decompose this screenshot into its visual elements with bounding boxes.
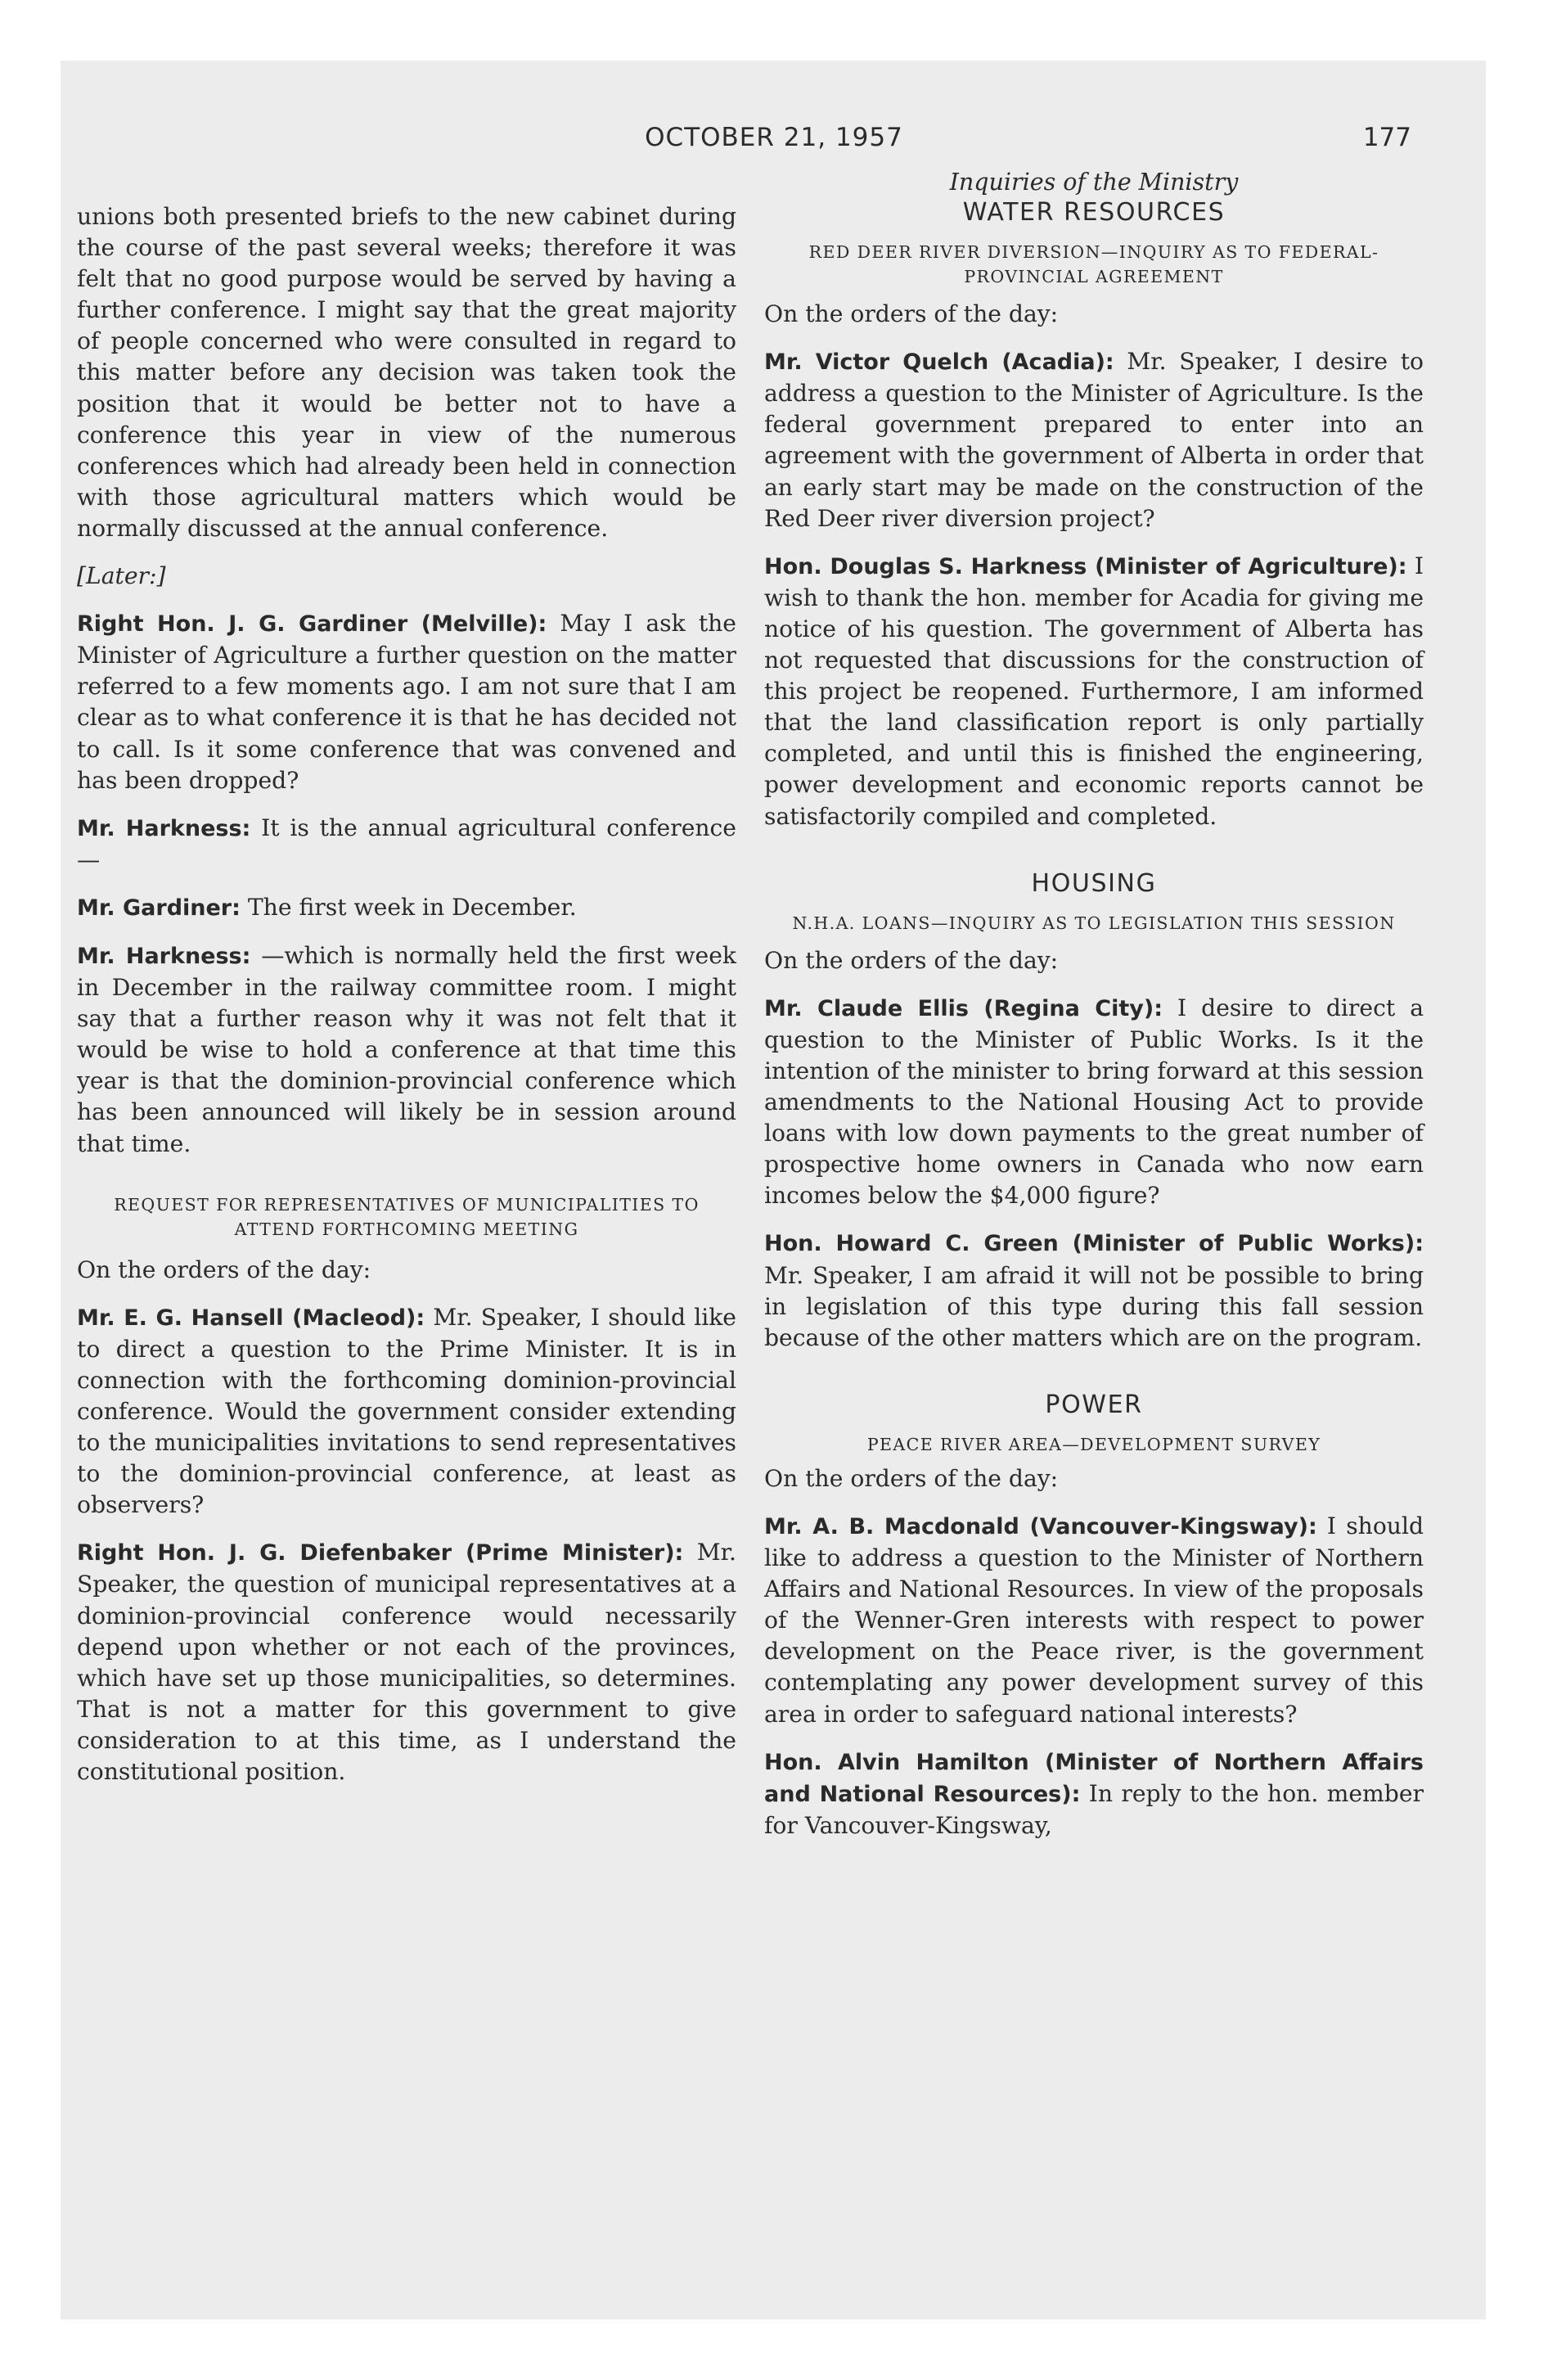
left-column <box>77 201 736 1787</box>
speech-text: The first week in December. <box>240 893 577 921</box>
paragraph <box>764 1228 1424 1353</box>
speaker-name: Hon. Howard C. Green (Minister of Public Works): <box>764 1231 1424 1257</box>
orders-of-the-day: On the orders of the day: <box>764 946 1059 974</box>
right-column <box>764 168 1424 1841</box>
speaker-name: Mr. Harkness: <box>77 943 251 969</box>
page-number: 177 <box>1362 123 1411 152</box>
speech-text: —which is normally held the first week in December in the railway committee room. I might say that a further reason why it was not felt that it would be wise to hold a conference at that time this year is that the dominion-provincial conference which has been announced will likely be in session around that time. <box>77 941 736 1157</box>
speaker-name: Mr. Victor Quelch (Acadia): <box>764 349 1114 376</box>
inquiries-heading: Inquiries of the Ministry <box>949 169 1239 196</box>
speaker-name: Mr. Harkness: <box>77 815 251 841</box>
speaker-name: Hon. Alvin Hamilton (Minister of Northern Affairs and National Resources): <box>764 1749 1424 1807</box>
speech-text: Mr. Speaker, I am afraid it will not be possible to bring in legislation of this type during this fall session because of the other matters which are on the program. <box>764 1261 1424 1351</box>
orders-of-the-day: On the orders of the day: <box>77 1255 371 1283</box>
later-note: [Later:] <box>77 562 166 590</box>
paragraph <box>764 1747 1424 1841</box>
paragraph <box>77 892 736 924</box>
orders-of-the-day: On the orders of the day: <box>764 1464 1059 1492</box>
speech-text: It is the annual agricultural conference— <box>77 814 736 873</box>
paragraph <box>77 940 736 1160</box>
paragraph <box>77 813 736 876</box>
section-subheading: N.H.A. LOANS—INQUIRY AS TO LEGISLATION THIS SESSION <box>792 913 1396 933</box>
speech-text: I wish to thank the hon. member for Acadia for giving me notice of his question. The government of Alberta has not requested that discussions for the construction of this project be reopened. Furthermore, I am informed that the land classification report is only partially completed, and until this is finished the engineering, power development and economic reports cannot be satisfactorily compiled and completed. <box>764 552 1424 830</box>
speech-text: Mr. Speaker, the question of municipal representatives at a dominion-provincial conference would necessarily depend upon whether or not each of the provinces, which have set up those municipalities, so determines. That is not a matter for this government to give consideration to at this time, as I understand the constitutional position. <box>77 1539 736 1786</box>
paragraph <box>764 346 1424 534</box>
section-subheading: REQUEST FOR REPRESENTATIVES OF MUNICIPALITIES TO ATTEND FORTHCOMING MEETING <box>114 1194 700 1239</box>
speaker-name: Right Hon. J. G. Gardiner (Melville): <box>77 611 547 638</box>
paragraph <box>764 551 1424 832</box>
speaker-name: Mr. Claude Ellis (Regina City): <box>764 995 1163 1021</box>
speaker-name: Hon. Douglas S. Harkness (Minister of Agriculture): <box>764 553 1407 579</box>
speech-text: Mr. Speaker, I should like to direct a question to the Prime Minister. It is in connection with the forthcoming dominion-provincial conference. Would the government consider extending to the municipalities invitations to send representatives to the dominion-provincial conference, at least as observers? <box>77 1303 736 1519</box>
section-subheading: PEACE RIVER AREA—DEVELOPMENT SURVEY <box>866 1434 1321 1454</box>
speech-text: Mr. Speaker, I desire to address a question to the Minister of Agriculture. Is the federal government prepared to enter into an agreement with the government of Alberta in order that an early start may be made on the construction of the Red Deer river diversion project? <box>764 348 1424 532</box>
section-heading-water-resources: WATER RESOURCES <box>962 198 1226 227</box>
section-subheading: RED DEER RIVER DIVERSION—INQUIRY AS TO FEDERAL-PROVINCIAL AGREEMENT <box>808 242 1379 287</box>
paragraph <box>764 993 1424 1212</box>
speaker-name: Right Hon. J. G. Diefenbaker (Prime Minister): <box>77 1540 684 1566</box>
speech-text: May I ask the Minister of Agriculture a further question on the matter referred to a few moments ago. I am not sure that I am clear as to what conference it is that he has decided not to call. Is it some conference that was convened and has been dropped? <box>77 610 736 794</box>
paragraph: unions both presented briefs to the new cabinet during the course of the past several weeks; therefore it was felt that no good purpose would be served by having a further conference. I might say that the great majority of people concerned who were consulted in regard to this matter before any decision was taken took the position that it would be better not to have a conference this year in view of the numerous conferences which had already been held in connection with those agricultural matters which would be normally discussed at the annual conference. <box>77 203 736 542</box>
page-date-header: OCTOBER 21, 1957 <box>645 123 903 152</box>
speech-text: I desire to direct a question to the Minister of Public Works. Is it the intention of the minister to bring forward at this session amendments to the National Housing Act to provide loans with low down payments to the great number of prospective home owners in Canada who now earn incomes below the $4,000 figure? <box>764 994 1424 1210</box>
speaker-name: Mr. E. G. Hansell (Macleod): <box>77 1305 425 1331</box>
speech-text: In reply to the hon. member for Vancouver-Kingsway, <box>764 1779 1424 1839</box>
speech-text: I should like to address a question to the Minister of Northern Affairs and National Resources. In view of the proposals of the Wenner-Gren interests with respect to power development on the Peace river, is the government contemplating any power development survey of this area in order to safeguard national interests? <box>764 1512 1424 1728</box>
paragraph <box>764 1511 1424 1730</box>
section-heading-power: POWER <box>1045 1390 1143 1419</box>
paragraph <box>77 1302 736 1521</box>
section-heading-housing: HOUSING <box>1031 868 1157 898</box>
speaker-name: Mr. A. B. Macdonald (Vancouver-Kingsway): <box>764 1514 1317 1539</box>
orders-of-the-day: On the orders of the day: <box>764 300 1059 328</box>
speaker-name: Mr. Gardiner: <box>77 895 241 921</box>
paragraph <box>77 1537 736 1787</box>
paragraph <box>77 608 736 796</box>
